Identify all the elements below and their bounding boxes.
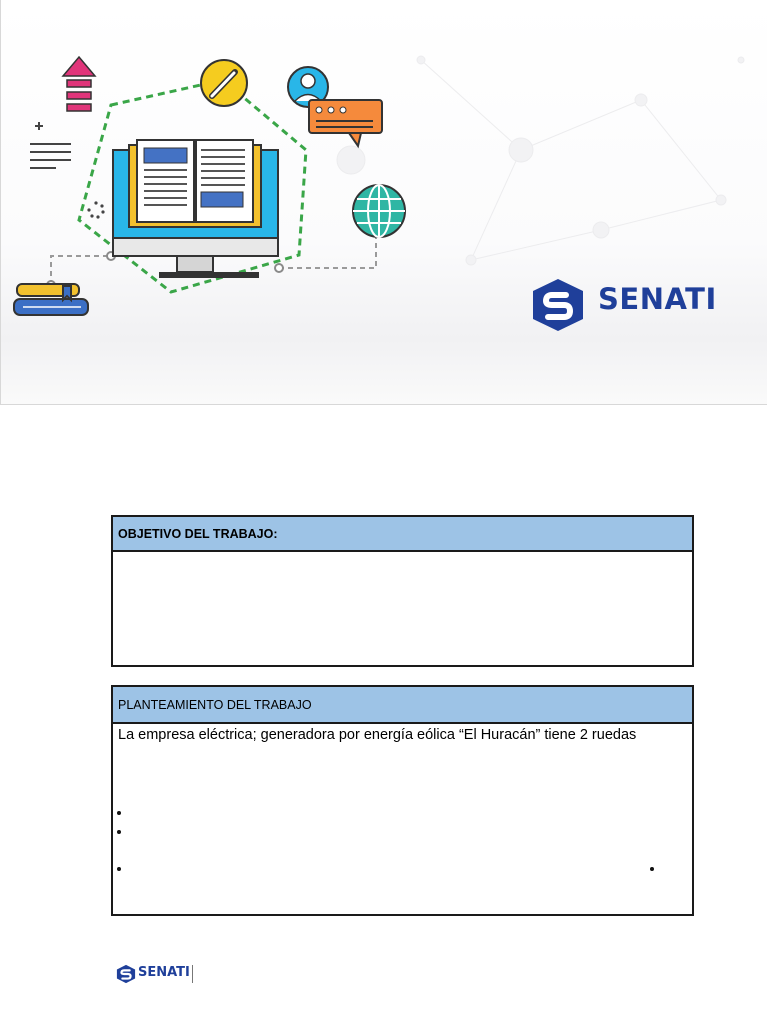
senati-logo-icon [528, 277, 588, 333]
header-banner [0, 0, 767, 405]
brand-name: SENATI [598, 282, 717, 316]
globe-icon [353, 185, 405, 237]
monitor-icon [113, 140, 278, 278]
footer-senati-logo-icon [115, 964, 137, 984]
statement-text: La empresa eléctrica; generadora por energía eólica “El Huracán” tiene 2 ruedas [118, 727, 637, 743]
bullet-marker [117, 811, 121, 815]
bullet-marker [650, 867, 654, 871]
footer-divider [192, 965, 193, 983]
section-title: OBJETIVO DEL TRABAJO: [113, 517, 692, 552]
bullet-marker [117, 830, 121, 834]
section-objetivo [111, 515, 694, 667]
upload-arrow-icon [63, 57, 95, 111]
stacked-books-icon [14, 284, 88, 315]
section-title: PLANTEAMIENTO DEL TRABAJO [113, 687, 692, 724]
bullet-marker [117, 867, 121, 871]
list-lines-icon [30, 122, 71, 168]
footer-brand-name: SENATI [138, 965, 190, 980]
user-chat-icon [288, 67, 382, 146]
section-body [113, 724, 692, 914]
section-planteamiento [111, 685, 694, 916]
book-icon [129, 140, 261, 227]
elearning-illustration [1, 0, 767, 404]
pencil-icon [201, 60, 247, 106]
